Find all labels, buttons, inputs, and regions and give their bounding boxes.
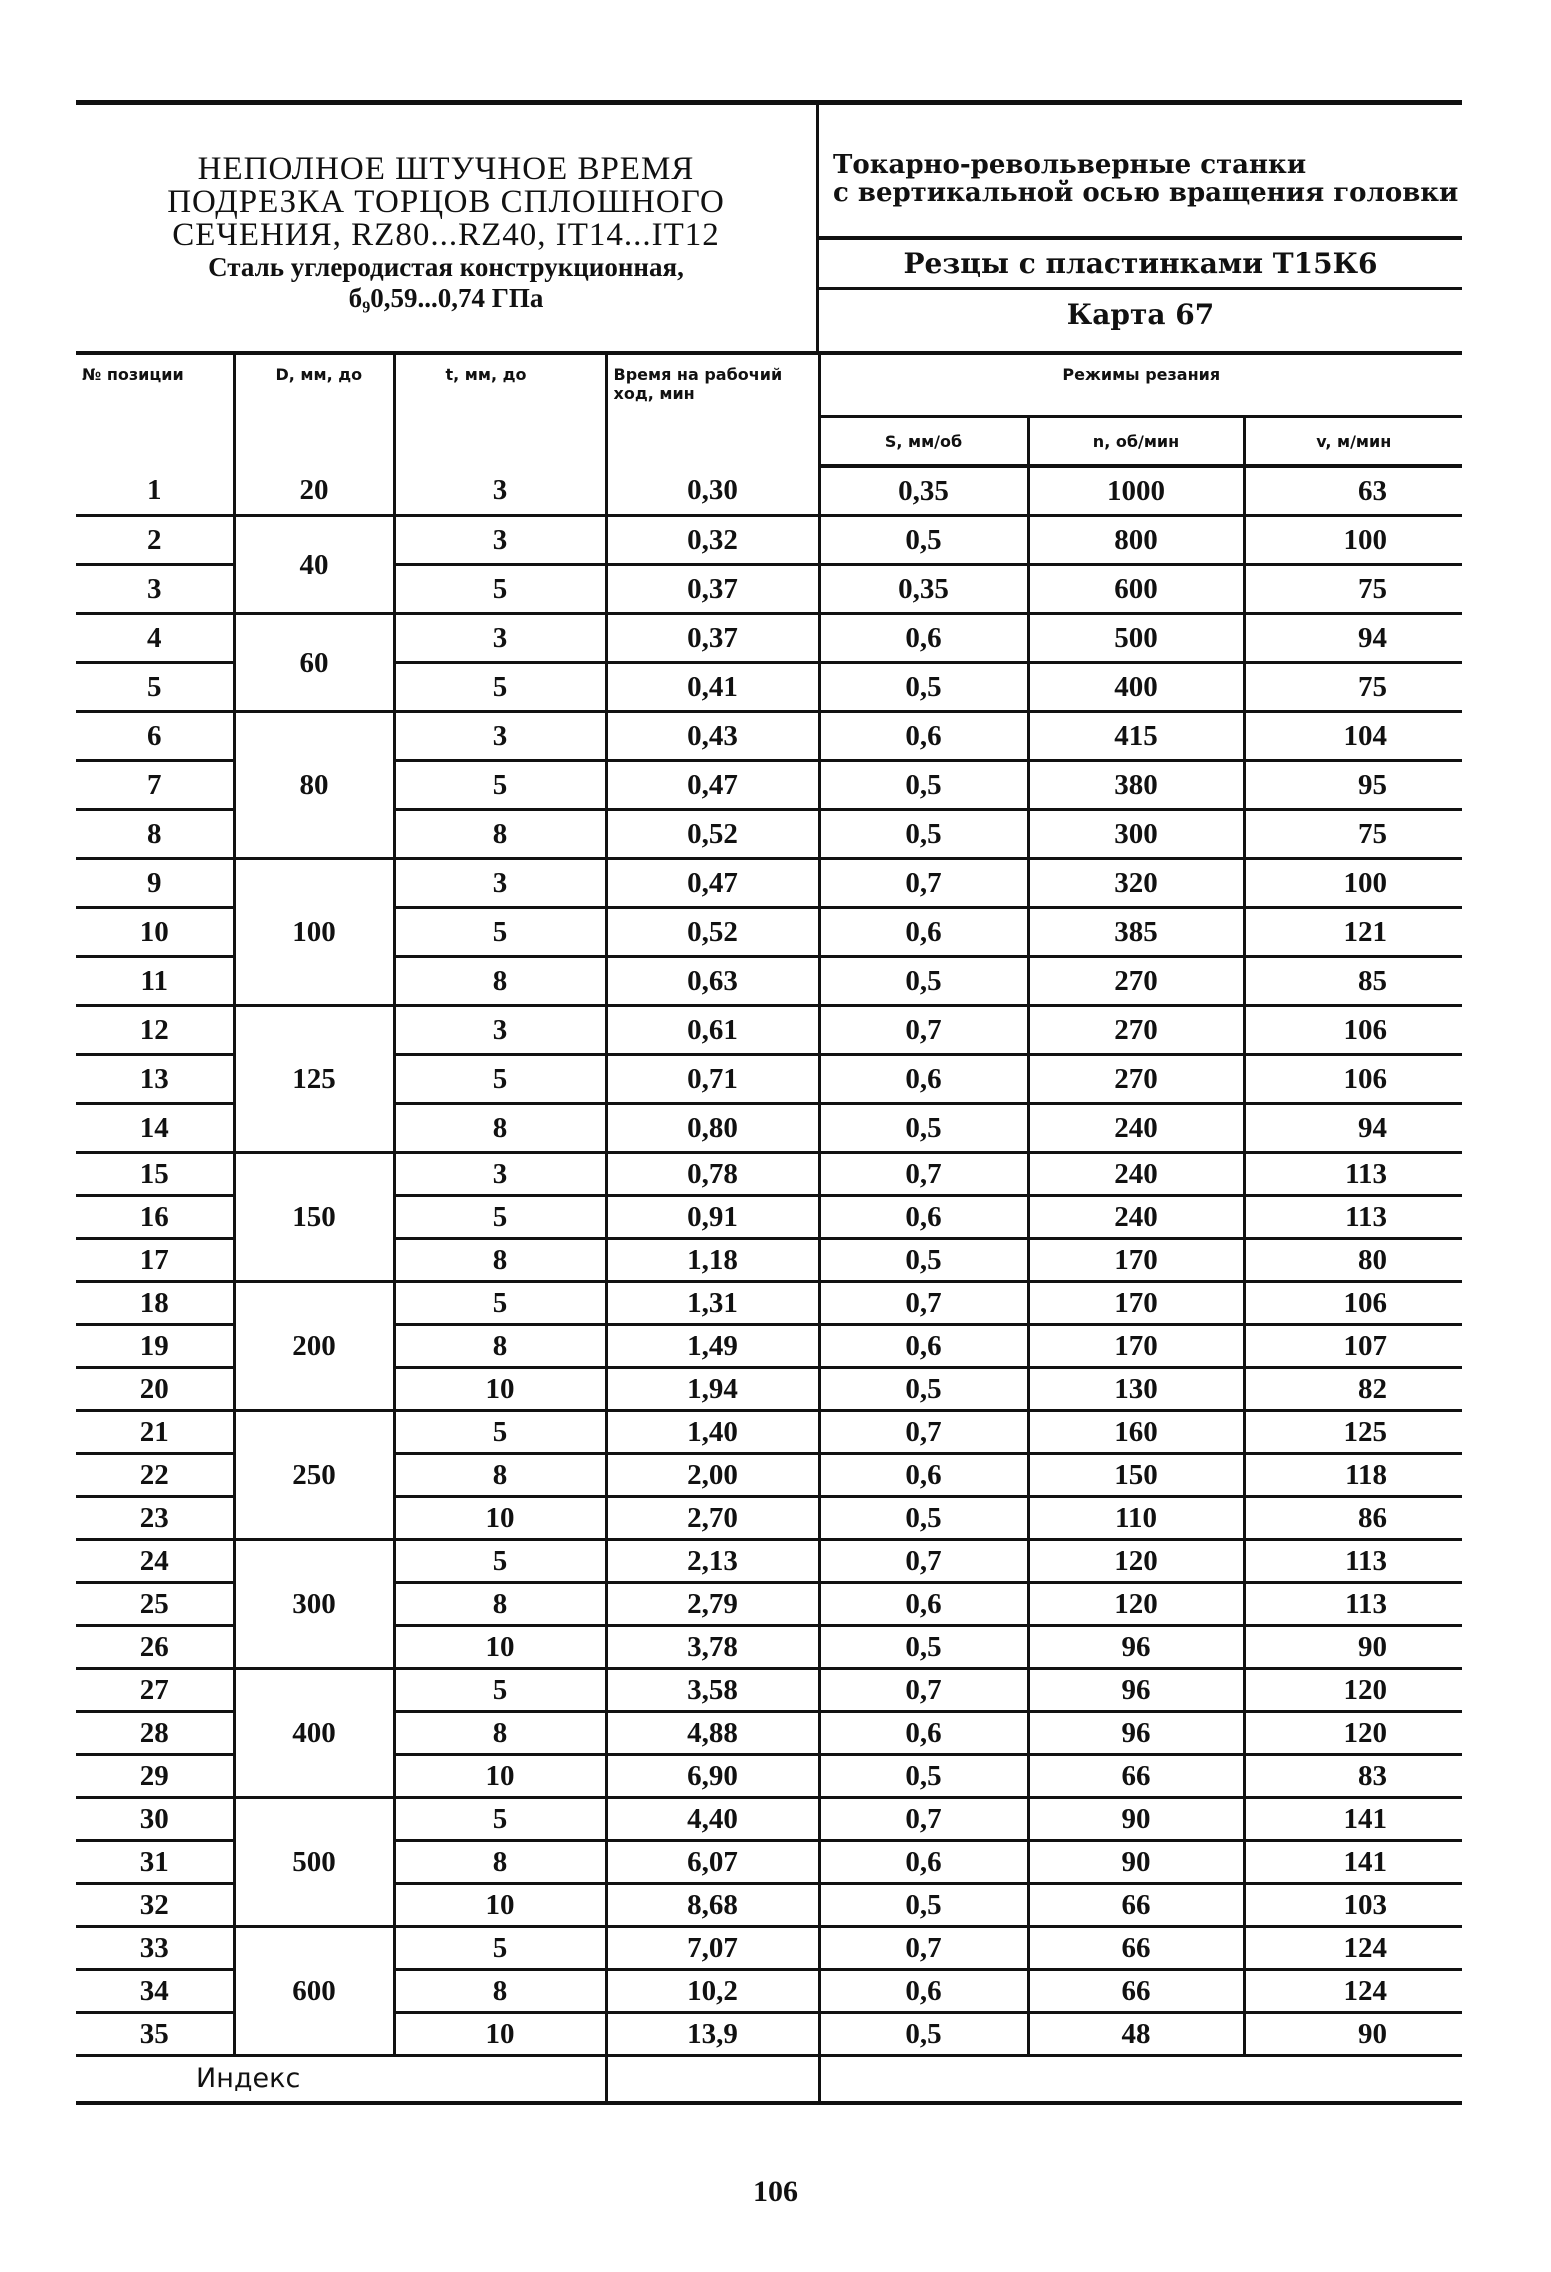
cell-s: 0,6	[819, 1325, 1028, 1368]
cell-s: 0,6	[819, 1841, 1028, 1884]
cell-d: 200	[234, 1282, 394, 1411]
cell-v: 141	[1244, 1841, 1462, 1884]
cell-s: 0,7	[819, 1153, 1028, 1196]
cell-d: 80	[234, 712, 394, 859]
cell-s: 0,6	[819, 908, 1028, 957]
cell-t: 5	[394, 1540, 606, 1583]
cell-v: 75	[1244, 565, 1462, 614]
cell-n: 160	[1028, 1411, 1244, 1454]
cell-v: 83	[1244, 1755, 1462, 1798]
cell-time: 1,49	[606, 1325, 819, 1368]
table-row	[76, 1282, 1462, 1325]
cell-s: 0,6	[819, 1055, 1028, 1104]
cell-n: 66	[1028, 1884, 1244, 1927]
card-number: Карта 67	[1066, 298, 1215, 331]
cell-pos: 29	[76, 1755, 234, 1798]
cell-n: 130	[1028, 1368, 1244, 1411]
cell-v: 120	[1244, 1669, 1462, 1712]
cell-v: 63	[1244, 466, 1462, 516]
cell-d: 250	[234, 1411, 394, 1540]
cell-t: 5	[394, 761, 606, 810]
cell-t: 8	[394, 957, 606, 1006]
table-row	[76, 466, 1462, 516]
cell-v: 95	[1244, 761, 1462, 810]
cell-t: 8	[394, 1841, 606, 1884]
document-page	[76, 100, 1462, 2105]
cell-time: 0,61	[606, 1006, 819, 1055]
cell-t: 10	[394, 1368, 606, 1411]
cell-time: 2,79	[606, 1583, 819, 1626]
cell-t: 3	[394, 516, 606, 565]
cell-n: 415	[1028, 712, 1244, 761]
cell-time: 0,52	[606, 810, 819, 859]
cell-t: 5	[394, 1411, 606, 1454]
cell-time: 0,91	[606, 1196, 819, 1239]
cell-pos: 31	[76, 1841, 234, 1884]
cell-pos: 1	[76, 466, 234, 516]
cell-d: 40	[234, 516, 394, 614]
machine-line-2: с вертикальной осью вращения головки	[833, 178, 1459, 208]
cell-time: 0,43	[606, 712, 819, 761]
cell-n: 170	[1028, 1282, 1244, 1325]
cell-pos: 11	[76, 957, 234, 1006]
cell-d: 125	[234, 1006, 394, 1153]
cell-time: 1,31	[606, 1282, 819, 1325]
cell-v: 82	[1244, 1368, 1462, 1411]
cell-t: 10	[394, 1626, 606, 1669]
cell-s: 0,6	[819, 1583, 1028, 1626]
cell-pos: 10	[76, 908, 234, 957]
table-row	[76, 614, 1462, 663]
cell-s: 0,5	[819, 761, 1028, 810]
cell-n: 800	[1028, 516, 1244, 565]
col-n-header: n, об/мин	[1028, 417, 1244, 467]
table-body	[76, 466, 1462, 2103]
cell-time: 6,07	[606, 1841, 819, 1884]
table-row	[76, 712, 1462, 761]
cell-pos: 25	[76, 1583, 234, 1626]
cell-n: 380	[1028, 761, 1244, 810]
cell-pos: 15	[76, 1153, 234, 1196]
cell-v: 103	[1244, 1884, 1462, 1927]
cell-t: 5	[394, 1927, 606, 1970]
cell-s: 0,6	[819, 614, 1028, 663]
cell-v: 94	[1244, 1104, 1462, 1153]
cell-pos: 24	[76, 1540, 234, 1583]
cutting-data-table	[76, 351, 1462, 2105]
cell-s: 0,5	[819, 1755, 1028, 1798]
cell-time: 0,63	[606, 957, 819, 1006]
cell-time: 0,52	[606, 908, 819, 957]
cell-t: 3	[394, 859, 606, 908]
cell-n: 90	[1028, 1798, 1244, 1841]
cell-n: 170	[1028, 1239, 1244, 1282]
title-line-2: ПОДРЕЗКА ТОРЦОВ СПЛОШНОГО	[167, 184, 725, 220]
cell-t: 5	[394, 1282, 606, 1325]
cell-s: 0,6	[819, 1712, 1028, 1755]
cell-n: 120	[1028, 1583, 1244, 1626]
cell-time: 6,90	[606, 1755, 819, 1798]
cell-s: 0,6	[819, 1196, 1028, 1239]
cell-time: 7,07	[606, 1927, 819, 1970]
cell-s: 0,5	[819, 2013, 1028, 2056]
cell-s: 0,7	[819, 1282, 1028, 1325]
cell-n: 270	[1028, 1055, 1244, 1104]
cell-s: 0,5	[819, 1239, 1028, 1282]
cell-v: 124	[1244, 1970, 1462, 2013]
cell-n: 110	[1028, 1497, 1244, 1540]
cell-s: 0,5	[819, 810, 1028, 859]
cell-v: 125	[1244, 1411, 1462, 1454]
cell-s: 0,7	[819, 1006, 1028, 1055]
cell-n: 500	[1028, 614, 1244, 663]
cell-pos: 3	[76, 565, 234, 614]
material-line: Сталь углеродистая конструкционная,	[208, 252, 684, 282]
cell-v: 75	[1244, 663, 1462, 712]
table-row	[76, 1006, 1462, 1055]
col-v-header: v, м/мин	[1244, 417, 1462, 467]
cell-pos: 17	[76, 1239, 234, 1282]
cell-pos: 7	[76, 761, 234, 810]
cell-n: 240	[1028, 1153, 1244, 1196]
cell-pos: 19	[76, 1325, 234, 1368]
cell-t: 8	[394, 1583, 606, 1626]
cell-s: 0,35	[819, 466, 1028, 516]
cell-pos: 9	[76, 859, 234, 908]
table-row	[76, 1798, 1462, 1841]
cell-time: 0,37	[606, 614, 819, 663]
cell-v: 121	[1244, 908, 1462, 957]
table-row	[76, 1927, 1462, 1970]
cell-t: 10	[394, 1497, 606, 1540]
cell-pos: 30	[76, 1798, 234, 1841]
cell-time: 0,30	[606, 466, 819, 516]
cell-pos: 21	[76, 1411, 234, 1454]
page-number: 106	[753, 2175, 798, 2208]
header	[76, 100, 1462, 351]
cell-d: 150	[234, 1153, 394, 1282]
cell-n: 600	[1028, 565, 1244, 614]
cell-t: 8	[394, 1325, 606, 1368]
cell-t: 5	[394, 1055, 606, 1104]
cell-s: 0,5	[819, 1497, 1028, 1540]
cell-time: 8,68	[606, 1884, 819, 1927]
cell-t: 8	[394, 1454, 606, 1497]
cell-t: 8	[394, 1712, 606, 1755]
col-time-header: Время на рабочий ход, мин	[606, 353, 819, 466]
cell-n: 400	[1028, 663, 1244, 712]
cell-s: 0,5	[819, 1104, 1028, 1153]
cell-time: 0,41	[606, 663, 819, 712]
cell-v: 94	[1244, 614, 1462, 663]
col-d-header: D, мм, до	[234, 353, 394, 466]
cell-t: 8	[394, 1104, 606, 1153]
col-mode-header: Режимы резания	[819, 353, 1462, 417]
index-row	[76, 2056, 1462, 2104]
col-pos-header: № позиции	[76, 353, 234, 466]
cell-t: 5	[394, 908, 606, 957]
cell-pos: 26	[76, 1626, 234, 1669]
cell-time: 3,58	[606, 1669, 819, 1712]
cell-time: 0,47	[606, 761, 819, 810]
cell-n: 240	[1028, 1196, 1244, 1239]
cell-v: 106	[1244, 1006, 1462, 1055]
cell-d: 400	[234, 1669, 394, 1798]
cell-n: 385	[1028, 908, 1244, 957]
title-block	[76, 105, 819, 351]
cell-v: 90	[1244, 1626, 1462, 1669]
cell-t: 10	[394, 2013, 606, 2056]
cell-s: 0,5	[819, 1884, 1028, 1927]
cell-v: 100	[1244, 859, 1462, 908]
title-line-3: СЕЧЕНИЯ, RZ80...RZ40, IT14...IT12	[172, 217, 720, 253]
cell-time: 3,78	[606, 1626, 819, 1669]
cell-v: 86	[1244, 1497, 1462, 1540]
cell-pos: 35	[76, 2013, 234, 2056]
table-row	[76, 516, 1462, 565]
cell-pos: 33	[76, 1927, 234, 1970]
index-label: Индекс	[76, 2056, 606, 2104]
machine-line-1: Токарно-револьверные станки	[833, 150, 1307, 180]
cell-t: 5	[394, 565, 606, 614]
cell-n: 120	[1028, 1540, 1244, 1583]
cell-v: 124	[1244, 1927, 1462, 1970]
cell-v: 80	[1244, 1239, 1462, 1282]
cell-t: 8	[394, 1239, 606, 1282]
cell-n: 320	[1028, 859, 1244, 908]
cell-v: 120	[1244, 1712, 1462, 1755]
cell-time: 4,40	[606, 1798, 819, 1841]
cell-s: 0,5	[819, 516, 1028, 565]
machine-block	[819, 105, 1462, 351]
cell-pos: 13	[76, 1055, 234, 1104]
cell-pos: 5	[76, 663, 234, 712]
cell-s: 0,35	[819, 565, 1028, 614]
cell-pos: 28	[76, 1712, 234, 1755]
cell-s: 0,5	[819, 957, 1028, 1006]
cell-time: 0,47	[606, 859, 819, 908]
cell-pos: 20	[76, 1368, 234, 1411]
cell-time: 1,40	[606, 1411, 819, 1454]
cell-time: 2,13	[606, 1540, 819, 1583]
cell-s: 0,5	[819, 1368, 1028, 1411]
cell-s: 0,7	[819, 859, 1028, 908]
cell-v: 106	[1244, 1055, 1462, 1104]
cell-t: 3	[394, 1153, 606, 1196]
cell-time: 0,32	[606, 516, 819, 565]
cell-pos: 18	[76, 1282, 234, 1325]
cell-pos: 4	[76, 614, 234, 663]
cell-v: 104	[1244, 712, 1462, 761]
cell-v: 118	[1244, 1454, 1462, 1497]
cell-v: 100	[1244, 516, 1462, 565]
cell-pos: 2	[76, 516, 234, 565]
cell-pos: 8	[76, 810, 234, 859]
cell-time: 1,18	[606, 1239, 819, 1282]
cell-time: 0,71	[606, 1055, 819, 1104]
cell-t: 10	[394, 1755, 606, 1798]
cell-t: 3	[394, 614, 606, 663]
cell-n: 96	[1028, 1669, 1244, 1712]
cell-pos: 12	[76, 1006, 234, 1055]
cell-s: 0,6	[819, 1454, 1028, 1497]
cell-n: 270	[1028, 1006, 1244, 1055]
cell-s: 0,7	[819, 1927, 1028, 1970]
cell-n: 300	[1028, 810, 1244, 859]
cell-time: 1,94	[606, 1368, 819, 1411]
cell-v: 113	[1244, 1540, 1462, 1583]
cell-time: 2,00	[606, 1454, 819, 1497]
cell-t: 10	[394, 1884, 606, 1927]
cell-t: 5	[394, 1196, 606, 1239]
table-row	[76, 1540, 1462, 1583]
cell-pos: 27	[76, 1669, 234, 1712]
cell-pos: 23	[76, 1497, 234, 1540]
cell-v: 106	[1244, 1282, 1462, 1325]
cell-pos: 14	[76, 1104, 234, 1153]
cell-v: 141	[1244, 1798, 1462, 1841]
cell-s: 0,7	[819, 1798, 1028, 1841]
cell-time: 0,37	[606, 565, 819, 614]
cell-pos: 32	[76, 1884, 234, 1927]
cell-s: 0,5	[819, 1626, 1028, 1669]
cell-n: 270	[1028, 957, 1244, 1006]
cell-n: 66	[1028, 1927, 1244, 1970]
cell-v: 113	[1244, 1153, 1462, 1196]
cell-n: 1000	[1028, 466, 1244, 516]
col-t-header: t, мм, до	[394, 353, 606, 466]
cell-t: 8	[394, 810, 606, 859]
cell-n: 66	[1028, 1970, 1244, 2013]
index-cell-mode	[819, 2056, 1462, 2104]
cell-time: 13,9	[606, 2013, 819, 2056]
cell-v: 90	[1244, 2013, 1462, 2056]
cell-pos: 16	[76, 1196, 234, 1239]
cell-t: 5	[394, 663, 606, 712]
cell-time: 0,80	[606, 1104, 819, 1153]
strength-line: б₉0,59...0,74 ГПа	[348, 283, 544, 313]
machine-type	[819, 105, 1462, 240]
cell-v: 113	[1244, 1583, 1462, 1626]
cell-s: 0,7	[819, 1411, 1028, 1454]
cell-d: 300	[234, 1540, 394, 1669]
cell-d: 20	[234, 466, 394, 516]
cell-n: 170	[1028, 1325, 1244, 1368]
cell-d: 60	[234, 614, 394, 712]
title-line-1: НЕПОЛНОЕ ШТУЧНОЕ ВРЕМЯ	[197, 151, 695, 187]
cell-d: 100	[234, 859, 394, 1006]
table-row	[76, 859, 1462, 908]
table-row	[76, 1411, 1462, 1454]
tool-label: Резцы с пластинками Т15К6	[819, 240, 1462, 290]
cell-v: 85	[1244, 957, 1462, 1006]
cell-d: 600	[234, 1927, 394, 2056]
cell-t: 3	[394, 466, 606, 516]
cell-n: 96	[1028, 1712, 1244, 1755]
cell-n: 66	[1028, 1755, 1244, 1798]
cell-n: 96	[1028, 1626, 1244, 1669]
cell-s: 0,5	[819, 663, 1028, 712]
cell-t: 3	[394, 1006, 606, 1055]
cell-t: 3	[394, 712, 606, 761]
col-s-header: S, мм/об	[819, 417, 1028, 467]
table-row	[76, 1669, 1462, 1712]
cell-pos: 34	[76, 1970, 234, 2013]
index-cell-time	[606, 2056, 819, 2104]
cell-v: 113	[1244, 1196, 1462, 1239]
cell-time: 0,78	[606, 1153, 819, 1196]
cell-s: 0,7	[819, 1540, 1028, 1583]
cell-n: 150	[1028, 1454, 1244, 1497]
cell-t: 5	[394, 1669, 606, 1712]
cell-n: 48	[1028, 2013, 1244, 2056]
cell-n: 90	[1028, 1841, 1244, 1884]
cell-pos: 22	[76, 1454, 234, 1497]
cell-time: 2,70	[606, 1497, 819, 1540]
cell-pos: 6	[76, 712, 234, 761]
cell-s: 0,6	[819, 1970, 1028, 2013]
cell-time: 4,88	[606, 1712, 819, 1755]
cell-v: 107	[1244, 1325, 1462, 1368]
cell-n: 240	[1028, 1104, 1244, 1153]
cell-t: 5	[394, 1798, 606, 1841]
cell-t: 8	[394, 1970, 606, 2013]
cell-time: 10,2	[606, 1970, 819, 2013]
cell-s: 0,6	[819, 712, 1028, 761]
cell-s: 0,7	[819, 1669, 1028, 1712]
table-row	[76, 1153, 1462, 1196]
cell-d: 500	[234, 1798, 394, 1927]
cell-v: 75	[1244, 810, 1462, 859]
